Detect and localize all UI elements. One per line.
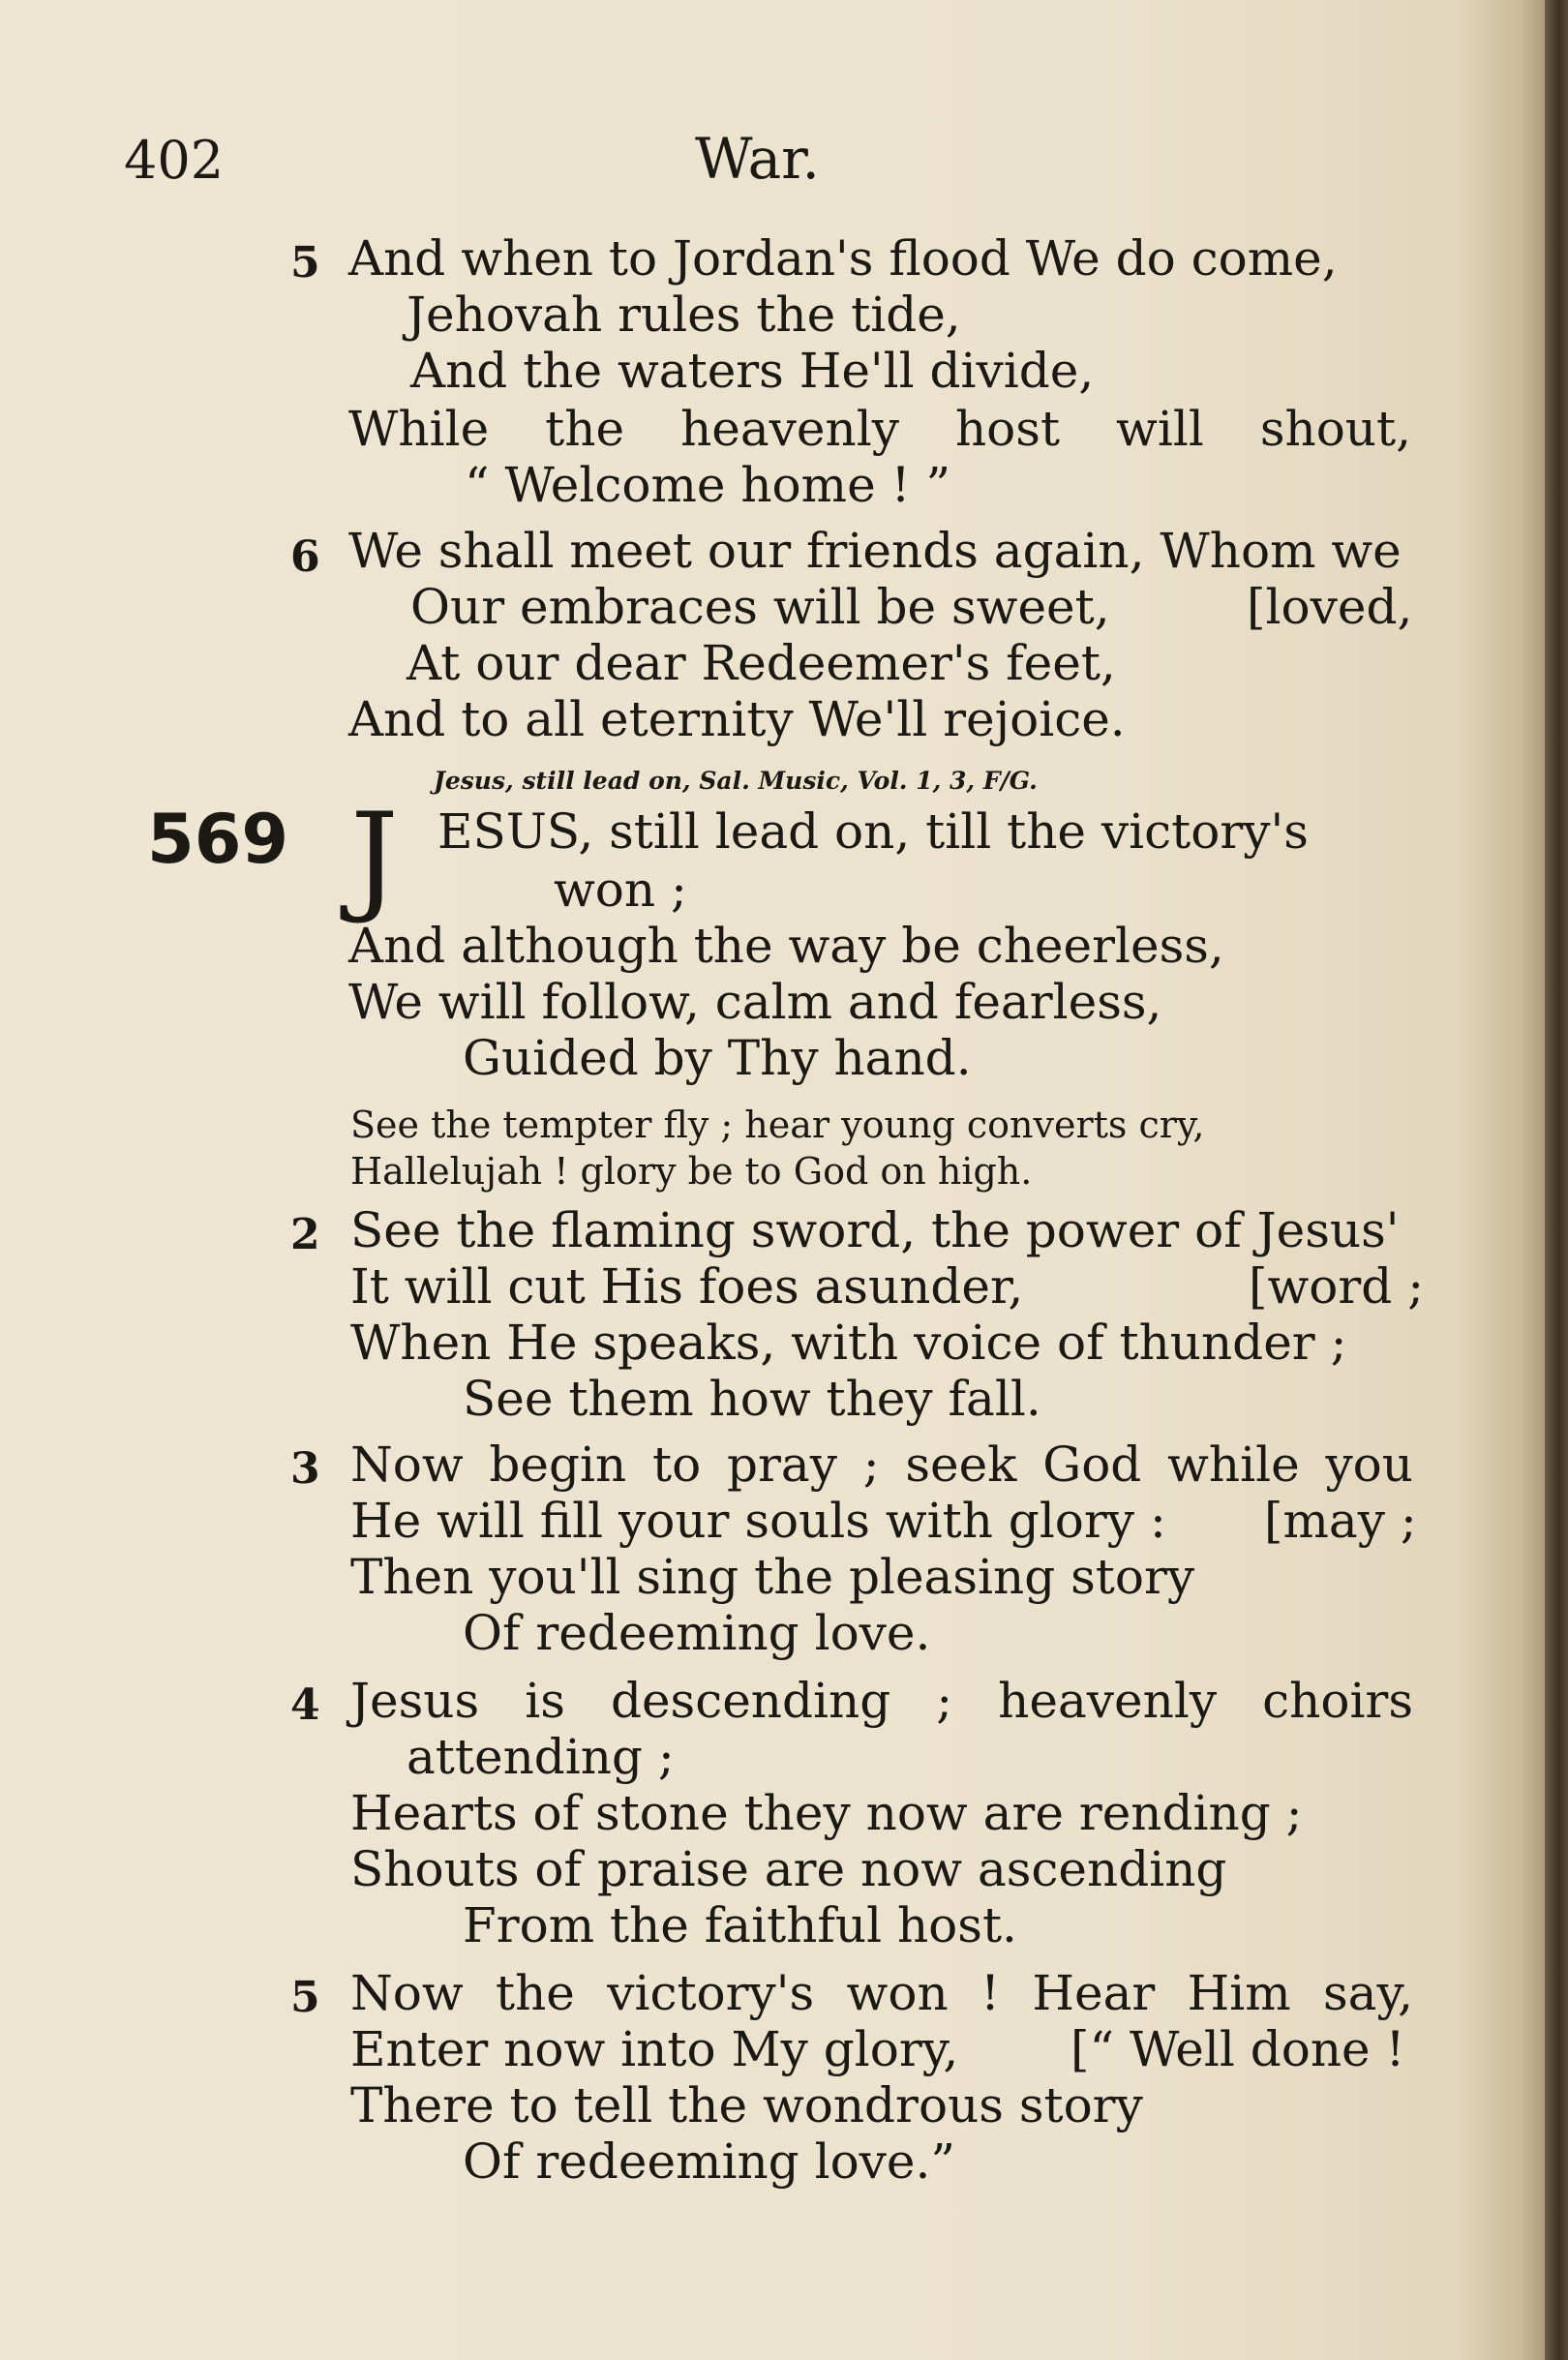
tune-reference: Jesus, still lead on, Sal. Music, Vol. 1, 3, F/G.: [434, 767, 1038, 795]
verse-line: And the waters He'll divide,: [410, 343, 1095, 399]
page-title: War.: [695, 126, 820, 192]
verse-line: won ;: [554, 862, 687, 918]
turnover-word: [loved,: [1247, 579, 1413, 635]
verse-line: He will fill your souls with glory :: [350, 1493, 1166, 1549]
verse-line: At our dear Redeemer's feet,: [407, 635, 1116, 691]
verse-line: attending ;: [407, 1729, 675, 1785]
verse-number: 4: [290, 1680, 320, 1730]
verse-line: It will cut His foes asunder,: [350, 1258, 1024, 1315]
verse-number: 6: [290, 532, 320, 582]
verse-number: 3: [290, 1444, 320, 1494]
hymn-number: 569: [147, 800, 289, 879]
verse-line: Hearts of stone they now are rending ;: [350, 1785, 1303, 1841]
turnover-word: [“ Well done !: [1070, 2021, 1405, 2077]
verse-number: 2: [290, 1210, 320, 1259]
chorus-line: See the tempter fly ; hear young converts cry,: [350, 1104, 1205, 1146]
page-number: 402: [124, 130, 225, 191]
verse-line: ESUS, still lead on, till the victory's: [437, 803, 1309, 860]
book-spine: [1545, 0, 1568, 2360]
verse-line: See the flaming sword, the power of Jesus': [350, 1202, 1400, 1258]
verse-line: Enter now into My glory,: [350, 2021, 959, 2077]
verse-line: We shall meet our friends again, Whom we: [348, 523, 1402, 579]
chorus-line: Hallelujah ! glory be to God on high.: [350, 1150, 1033, 1193]
verse-line: See them how they fall.: [463, 1371, 1041, 1427]
verse-line: There to tell the wondrous story: [350, 2077, 1143, 2133]
verse-line: Now begin to pray ; seek God while you: [350, 1437, 1413, 1493]
turnover-word: [may ;: [1264, 1493, 1417, 1549]
verse-line: And although the way be cheerless,: [348, 918, 1224, 974]
verse-line: From the faithful host.: [463, 1897, 1017, 1953]
verse-line: Of redeeming love.: [463, 1605, 931, 1661]
verse-line: Then you'll sing the pleasing story: [350, 1549, 1195, 1605]
verse-line: And to all eternity We'll rejoice.: [348, 691, 1126, 747]
verse-number: 5: [290, 238, 320, 287]
verse-line: And when to Jordan's flood We do come,: [348, 230, 1338, 287]
verse-line: While the heavenly host will shout,: [348, 401, 1411, 457]
verse-line: “ Welcome home ! ”: [465, 457, 951, 513]
verse-line: Jesus is descending ; heavenly choirs: [350, 1673, 1413, 1729]
verse-line: Of redeeming love.”: [463, 2133, 955, 2190]
drop-cap: J: [350, 788, 399, 927]
verse-line: Our embraces will be sweet,: [410, 579, 1110, 635]
turnover-word: [word ;: [1249, 1258, 1425, 1315]
verse-line: Now the victory's won ! Hear Him say,: [350, 1965, 1413, 2021]
verse-line: Jehovah rules the tide,: [407, 287, 961, 343]
verse-line: Guided by Thy hand.: [463, 1030, 972, 1086]
verse-line: We will follow, calm and fearless,: [348, 974, 1162, 1030]
verse-line: When He speaks, with voice of thunder ;: [350, 1315, 1347, 1371]
verse-line: Shouts of praise are now ascending: [350, 1841, 1227, 1897]
verse-number: 5: [290, 1973, 320, 2022]
